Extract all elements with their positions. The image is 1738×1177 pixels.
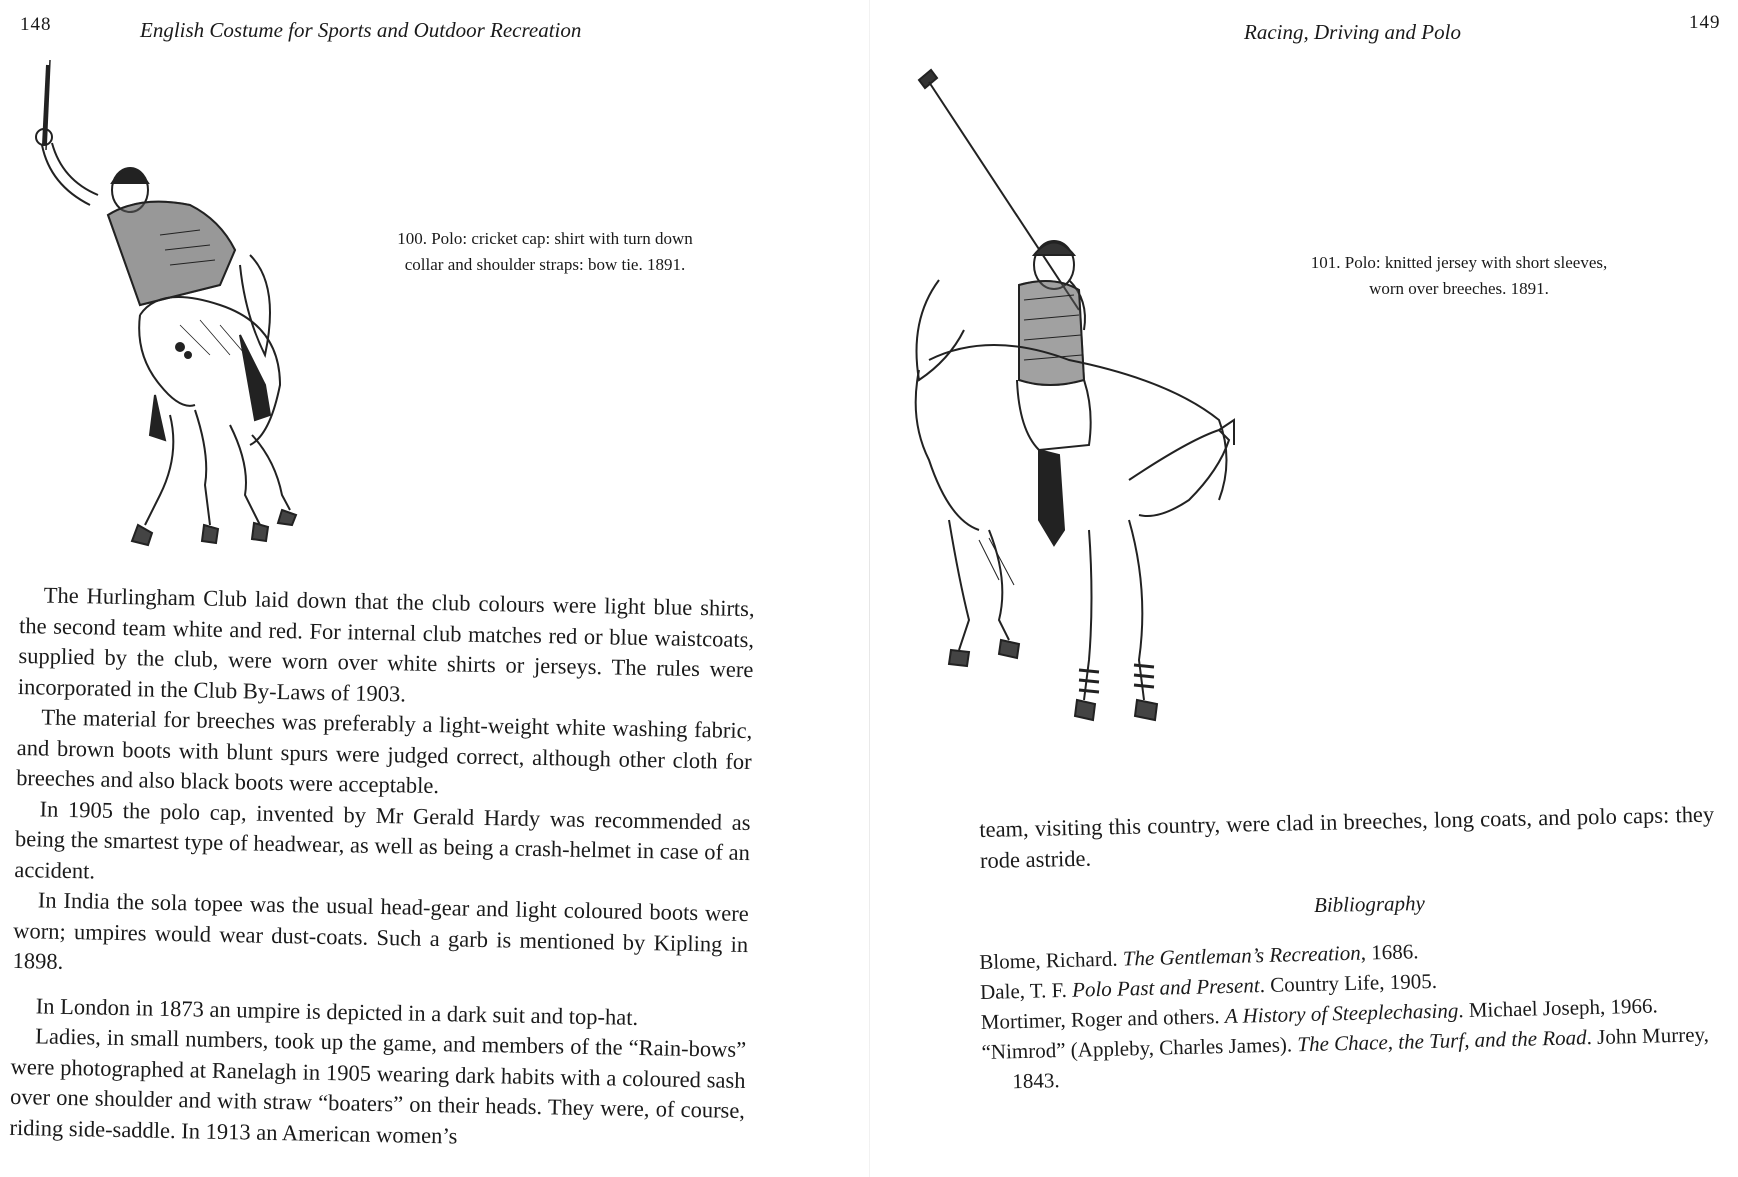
bibliography-entry: Mortimer, Roger and others. A History of Steeplechasing. Michael Joseph, 1966. <box>980 993 1659 1034</box>
body-text-left <box>9 580 755 1157</box>
polo-player-illustration-101 <box>889 60 1249 780</box>
bibliography-list <box>979 929 1722 1097</box>
bibliography-entry: “Nimrod” (Appleby, Charles James). The Chace, the Turf, and the Road. John Murrey, 1843. <box>981 1022 1710 1094</box>
figure-caption-100 <box>335 226 755 278</box>
paragraph-continuation: team, visiting this country, were clad in breeches, long coats, and polo caps: they rode astride. <box>979 801 1715 873</box>
running-head-right: Racing, Driving and Polo <box>1244 20 1461 44</box>
figure-caption-101-line-2: worn over breeches. 1891. <box>1369 279 1549 298</box>
paragraph-breeches: The material for breeches was preferably a light-weight white washing fabric, and brown boots with blunt spurs were judged correct, although other cloth for breeches and also black boots were acceptable. <box>15 704 753 799</box>
running-head-left: English Costume for Sports and Outdoor Recreation <box>140 18 582 42</box>
figure-caption-100-line-1: 100. Polo: cricket cap: shirt with turn down <box>397 229 693 248</box>
page-number-right: 149 <box>1689 12 1721 33</box>
body-text-right <box>979 800 1715 876</box>
bibliography-entry: Dale, T. F. Polo Past and Present. Country Life, 1905. <box>979 968 1438 1004</box>
bibliography-title: Bibliography <box>1313 891 1426 917</box>
paragraph-ladies: Ladies, in small numbers, took up the game, and members of the “Rain-bows” were photographed at Ranelagh in 1905 wearing dark habits with a coloured sash over one shoulder and with straw “boaters” on their heads. They were, of course, riding side-saddle. In 1913 an American women’s <box>9 1023 747 1148</box>
paragraph-india: In India the sola topee was the usual head-gear and light coloured boots were worn; umpires would wear dust-coats. Such a garb is mentioned by Kipling in 1898. <box>12 887 749 974</box>
paragraph-polo-cap: In 1905 the polo cap, invented by Mr Gerald Hardy was recommended as being the smartest type of headwear, as well as being a crash-helmet in case of an accident. <box>14 795 751 883</box>
figure-caption-101 <box>1199 250 1719 302</box>
figure-caption-101-line-1: 101. Polo: knitted jersey with short sleeves, <box>1310 253 1608 272</box>
polo-player-illustration-100 <box>20 55 320 565</box>
paragraph-london-umpire: In London in 1873 an umpire is depicted in a dark suit and top-hat. <box>35 992 639 1030</box>
bibliography-entry: Blome, Richard. The Gentleman’s Recreation, 1686. <box>979 939 1419 974</box>
figure-caption-100-line-2: collar and shoulder straps: bow tie. 1891. <box>404 255 686 274</box>
right-page <box>869 0 1738 1177</box>
page-number-left: 148 <box>20 14 52 35</box>
paragraph-hurlingham: The Hurlingham Club laid down that the club colours were light blue shirts, the second team white and red. For internal club matches red or blue waistcoats, supplied by the club, were worn over white shirts or jerseys. The rules were incorporated in the Club By-Laws of 1903. <box>17 582 755 706</box>
